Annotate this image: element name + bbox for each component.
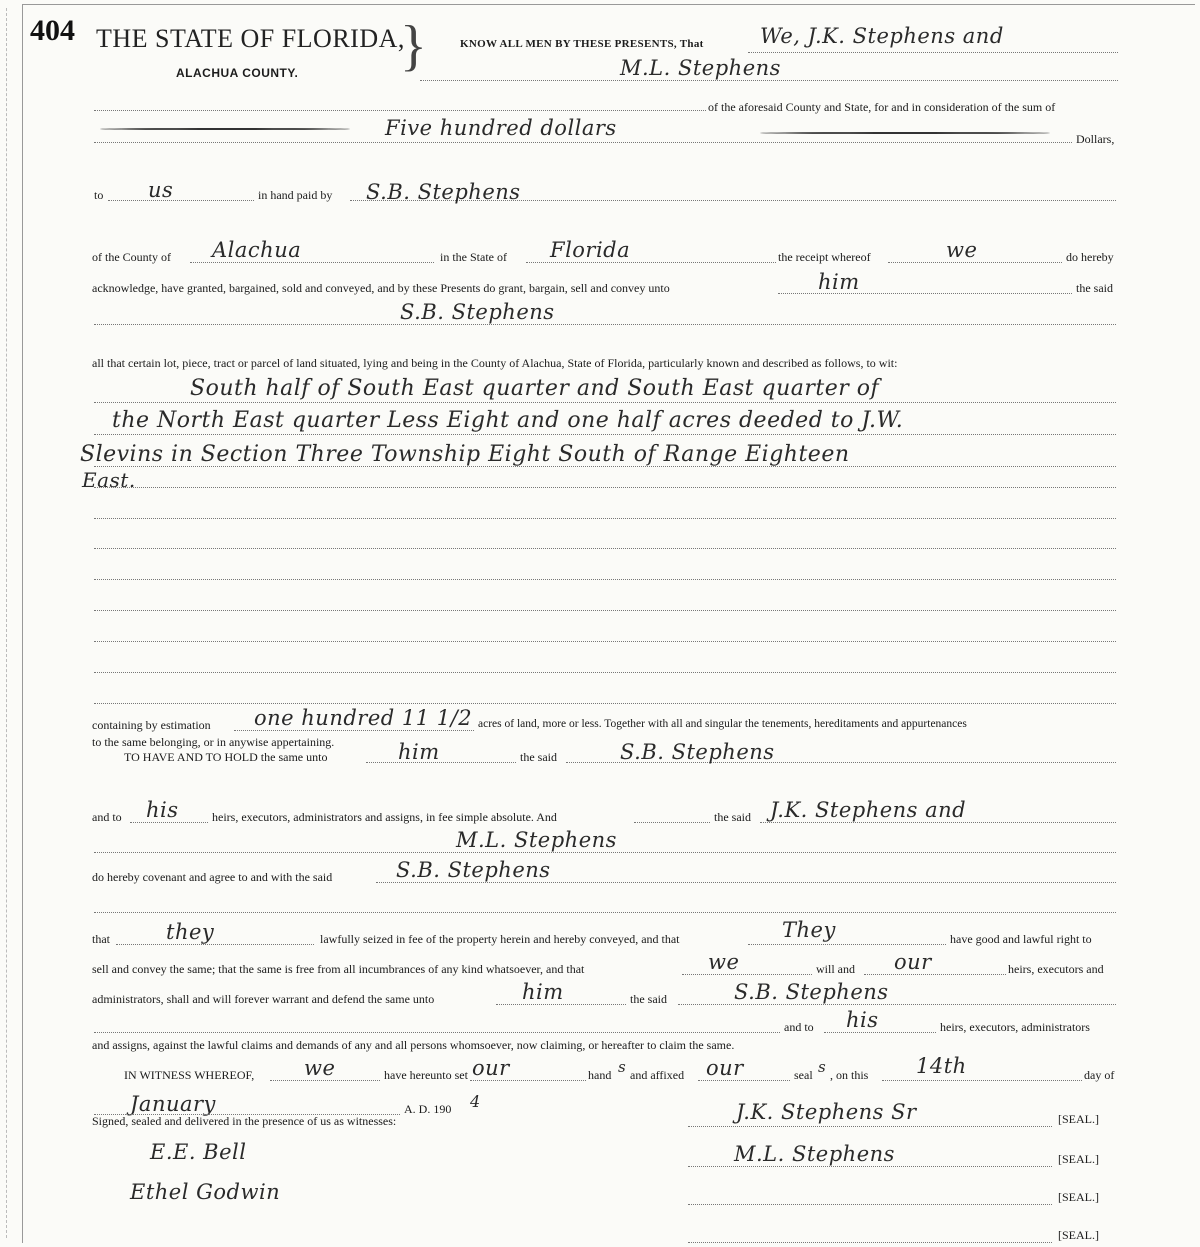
we-value: we [708, 950, 740, 974]
and-to-2-label: and to [784, 1020, 814, 1034]
land-desc-line: South half of South East quarter and South East quarter of [190, 376, 880, 401]
and-to-value: his [146, 798, 179, 822]
to-have-value: him [398, 740, 440, 764]
warrant-said-value: S.B. Stephens [734, 980, 889, 1004]
witness-we-value: we [304, 1056, 336, 1080]
to-have-said-label: the said [520, 750, 557, 764]
land-desc-line: the North East quarter Less Eight and one half acres deeded to J.W. [112, 408, 904, 433]
his-value: his [846, 1008, 879, 1032]
they-value: They [782, 918, 836, 942]
heirs-said-line2: M.L. Stephens [456, 828, 617, 852]
day-of-label: day of [1084, 1068, 1115, 1082]
seized-text: lawfully seized in fee of the property herein and hereby conveyed, and that [320, 932, 680, 946]
warrant-said-label: the said [630, 992, 667, 1006]
flourish-left [100, 128, 350, 130]
dollars-label: Dollars, [1076, 132, 1115, 146]
grantor-signature: M.L. Stephens [734, 1142, 895, 1166]
covenant-label: do hereby covenant and agree to and with the said [92, 870, 333, 884]
seal-tag: [SEAL.] [1058, 1112, 1099, 1126]
grantors-line2: M.L. Stephens [620, 56, 781, 80]
seal-tag: [SEAL.] [1058, 1190, 1099, 1204]
torn-edge [6, 8, 10, 1238]
county-title: ALACHUA COUNTY. [176, 66, 299, 80]
will-and-label: will and [816, 962, 855, 976]
document-frame [22, 4, 1195, 1243]
right-text: have good and lawful right to [950, 932, 1092, 946]
our-1-value: our [472, 1056, 510, 1080]
warrant-unto-value: him [522, 980, 564, 1004]
witness-signature: Ethel Godwin [130, 1180, 281, 1204]
year-digit: 4 [470, 1092, 481, 1111]
to-label: to [94, 188, 104, 202]
assigns-text: and assigns, against the lawful claims and demands of any and all persons whomsoever, now claiming, or hereafter to claim the same. [92, 1038, 735, 1052]
hand-suffix: s [618, 1058, 627, 1076]
land-intro: all that certain lot, piece, tract or parcel of land situated, lying and being in the County of Alachua, State of Florida, particularly known and described as follows, to wit: [92, 356, 898, 370]
convey-unto-value: him [818, 270, 860, 294]
paid-by-value: S.B. Stephens [366, 180, 521, 204]
the-said-label: the said [1076, 281, 1113, 295]
seal-label: seal [794, 1068, 813, 1082]
receipt-value: we [946, 238, 978, 262]
ad-label: A. D. 190 [404, 1102, 452, 1116]
header-brace: } [400, 15, 427, 77]
affixed-label: and affixed [630, 1068, 685, 1082]
day-value: 14th [916, 1054, 967, 1078]
on-this-label: , on this [830, 1068, 869, 1082]
do-hereby-label: do hereby [1066, 250, 1114, 264]
flourish-right [760, 132, 1050, 134]
land-desc-line: Slevins in Section Three Township Eight South of Range Eighteen [80, 442, 850, 467]
sum-amount: Five hundred dollars [385, 116, 617, 140]
seal-suffix: s [818, 1058, 827, 1076]
in-witness-label: IN WITNESS WHEREOF, [124, 1068, 255, 1082]
covenant-value: S.B. Stephens [396, 858, 551, 882]
acres-value: one hundred 11 1/2 [254, 706, 473, 730]
acknowledge-text: acknowledge, have granted, bargained, sold and conveyed, and by these Presents do grant, bargain, sell and convey unto [92, 281, 670, 295]
seal-tag: [SEAL.] [1058, 1152, 1099, 1166]
containing-label: containing by estimation [92, 718, 211, 732]
page-number: 404 [30, 14, 75, 47]
acres-text: acres of land, more or less. Together with all and singular the tenements, hereditaments and appurtenances [478, 718, 967, 730]
grantee-name: S.B. Stephens [400, 300, 555, 324]
belonging-text: to the same belonging, or in anywise appertaining. [92, 735, 335, 749]
heirs-said-line1: J.K. Stephens and [770, 798, 967, 822]
that-value: they [166, 920, 215, 944]
state-of-label: in the State of [440, 250, 507, 264]
to-have-said-value: S.B. Stephens [620, 740, 775, 764]
hand-label: hand [588, 1068, 612, 1082]
our-value: our [894, 950, 932, 974]
heirs-text: heirs, executors, administrators and assigns, in fee simple absolute. And [212, 810, 557, 824]
paid-by-label: in hand paid by [258, 188, 333, 202]
state-title: THE STATE OF FLORIDA, [96, 24, 405, 53]
heirs-exec-label: heirs, executors and [1008, 962, 1104, 976]
county-of-label: of the County of [92, 250, 171, 264]
seal-tag: [SEAL.] [1058, 1228, 1099, 1242]
month-value: January [130, 1092, 216, 1116]
and-to-label: and to [92, 810, 122, 824]
heirs-exec-admin-label: heirs, executors, administrators [940, 1020, 1090, 1034]
signed-text: Signed, sealed and delivered in the presence of us as witnesses: [92, 1114, 397, 1128]
have-set-label: have hereunto set [384, 1068, 468, 1082]
to-value: us [148, 178, 174, 202]
heirs-said-label: the said [714, 810, 751, 824]
to-have-label: TO HAVE AND TO HOLD the same unto [124, 750, 328, 764]
witness-signature: E.E. Bell [150, 1140, 247, 1164]
sell-text: sell and convey the same; that the same is free from all incumbrances of any kind whatsoever, and that [92, 962, 585, 976]
state-of-value: Florida [550, 238, 631, 262]
receipt-label: the receipt whereof [778, 250, 871, 264]
county-of-value: Alachua [212, 238, 302, 262]
aforesaid-text: of the aforesaid County and State, for and in consideration of the sum of [708, 100, 1056, 114]
admin-text: administrators, shall and will forever warrant and defend the same unto [92, 992, 435, 1006]
grantor-signature: J.K. Stephens Sr [736, 1100, 917, 1124]
know-all-text: KNOW ALL MEN BY THESE PRESENTS, That [460, 38, 704, 50]
that-label: that [92, 932, 110, 946]
our-2-value: our [706, 1056, 744, 1080]
grantors-line1: We, J.K. Stephens and [760, 24, 1004, 48]
land-desc-line: East. [82, 468, 136, 492]
